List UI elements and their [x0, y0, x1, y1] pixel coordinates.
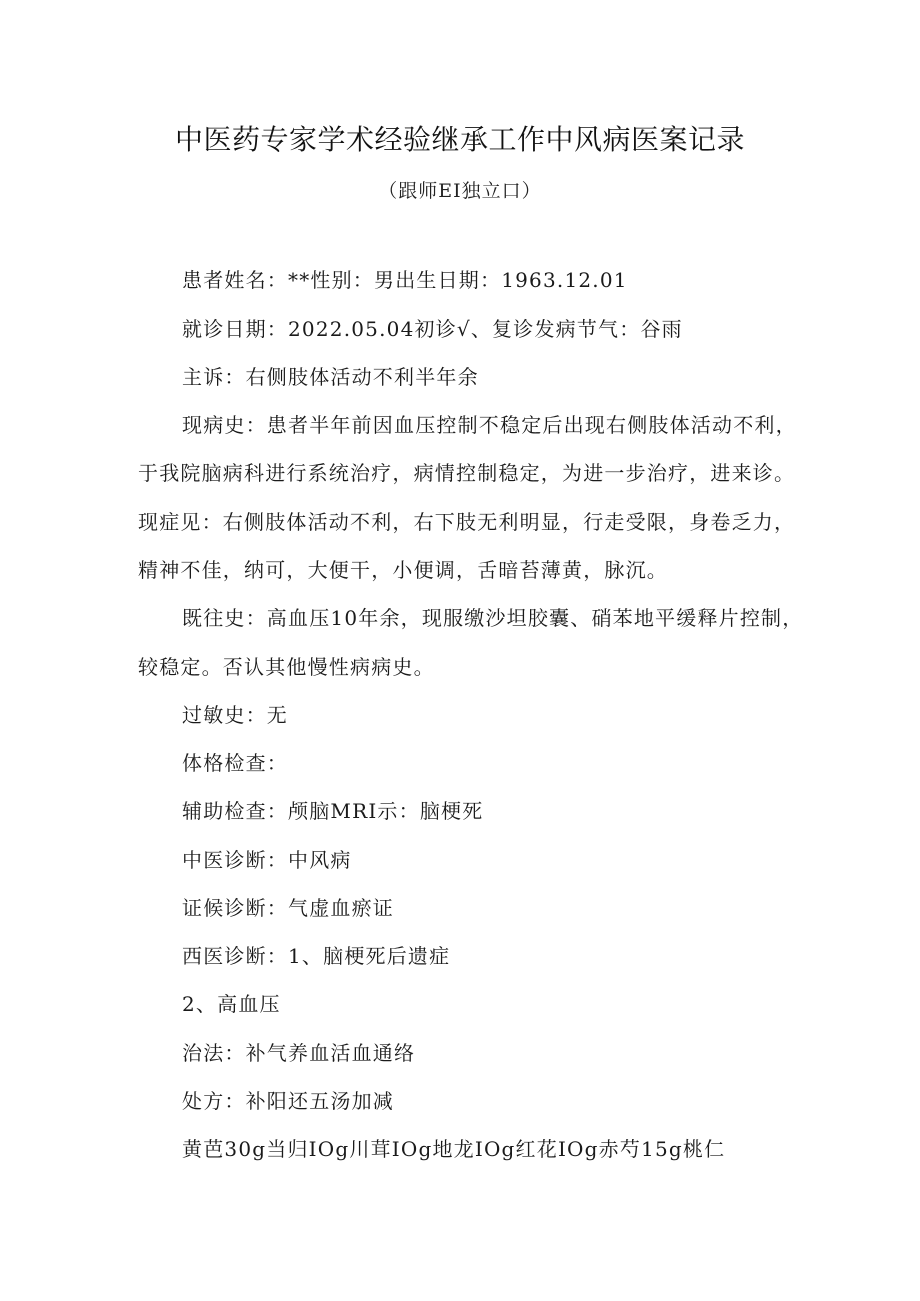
visit-date-line: 就诊日期：2022.05.04初诊√、复诊发病节气：谷雨: [182, 317, 683, 341]
present-history-line-3: 现症见：右侧肢体活动不利，右下肢无利明显，行走受限，身卷乏力，: [138, 510, 796, 534]
physical-exam-line: 体格检查：: [182, 751, 288, 775]
tcm-diagnosis-line: 中医诊断：中风病: [182, 848, 352, 872]
document-title: 中医药专家学术经验继承工作中风病医案记录: [174, 123, 745, 156]
western-diagnosis-line: 西医诊断：1、脑梗死后遗症: [182, 944, 451, 968]
present-history-line-2: 于我院脑病科进行系统治疗，病情控制稳定，为进一步治疗，进来诊。: [138, 461, 796, 485]
auxiliary-exam-line: 辅助检查：颅脑MRI示：脑梗死: [182, 799, 484, 823]
chief-complaint-line: 主诉：右侧肢体活动不利半年余: [182, 365, 479, 389]
syndrome-diagnosis-line: 证候诊断：气虚血瘀证: [182, 896, 394, 920]
present-history-line-1: 现病史：患者半年前因血压控制不稳定后出现右侧肢体活动不利，: [182, 413, 797, 437]
patient-info-line: 患者姓名：**性别：男出生日期：1963.12.01: [182, 268, 628, 292]
treatment-method-line: 治法：补气养血活血通络: [182, 1041, 416, 1065]
allergy-history-line: 过敏史：无: [182, 703, 288, 727]
document-subtitle: （跟师EI独立口）: [378, 180, 542, 202]
past-history-line-2: 较稳定。否认其他慢性病病史。: [138, 655, 435, 679]
prescription-herbs-line: 黄芭30g当归IOg川茸IOg地龙IOg红花IOg赤芍15g桃仁: [182, 1137, 726, 1161]
past-history-line-1: 既往史：高血压10年余，现服缴沙坦胶囊、硝苯地平缓释片控制，: [182, 606, 804, 630]
present-history-line-4: 精神不佳，纳可，大便干，小便调，舌暗苔薄黄，脉沉。: [138, 558, 668, 582]
prescription-line: 处方：补阳还五汤加减: [182, 1089, 394, 1113]
western-diagnosis-item-2: 2、高血压: [182, 992, 281, 1016]
